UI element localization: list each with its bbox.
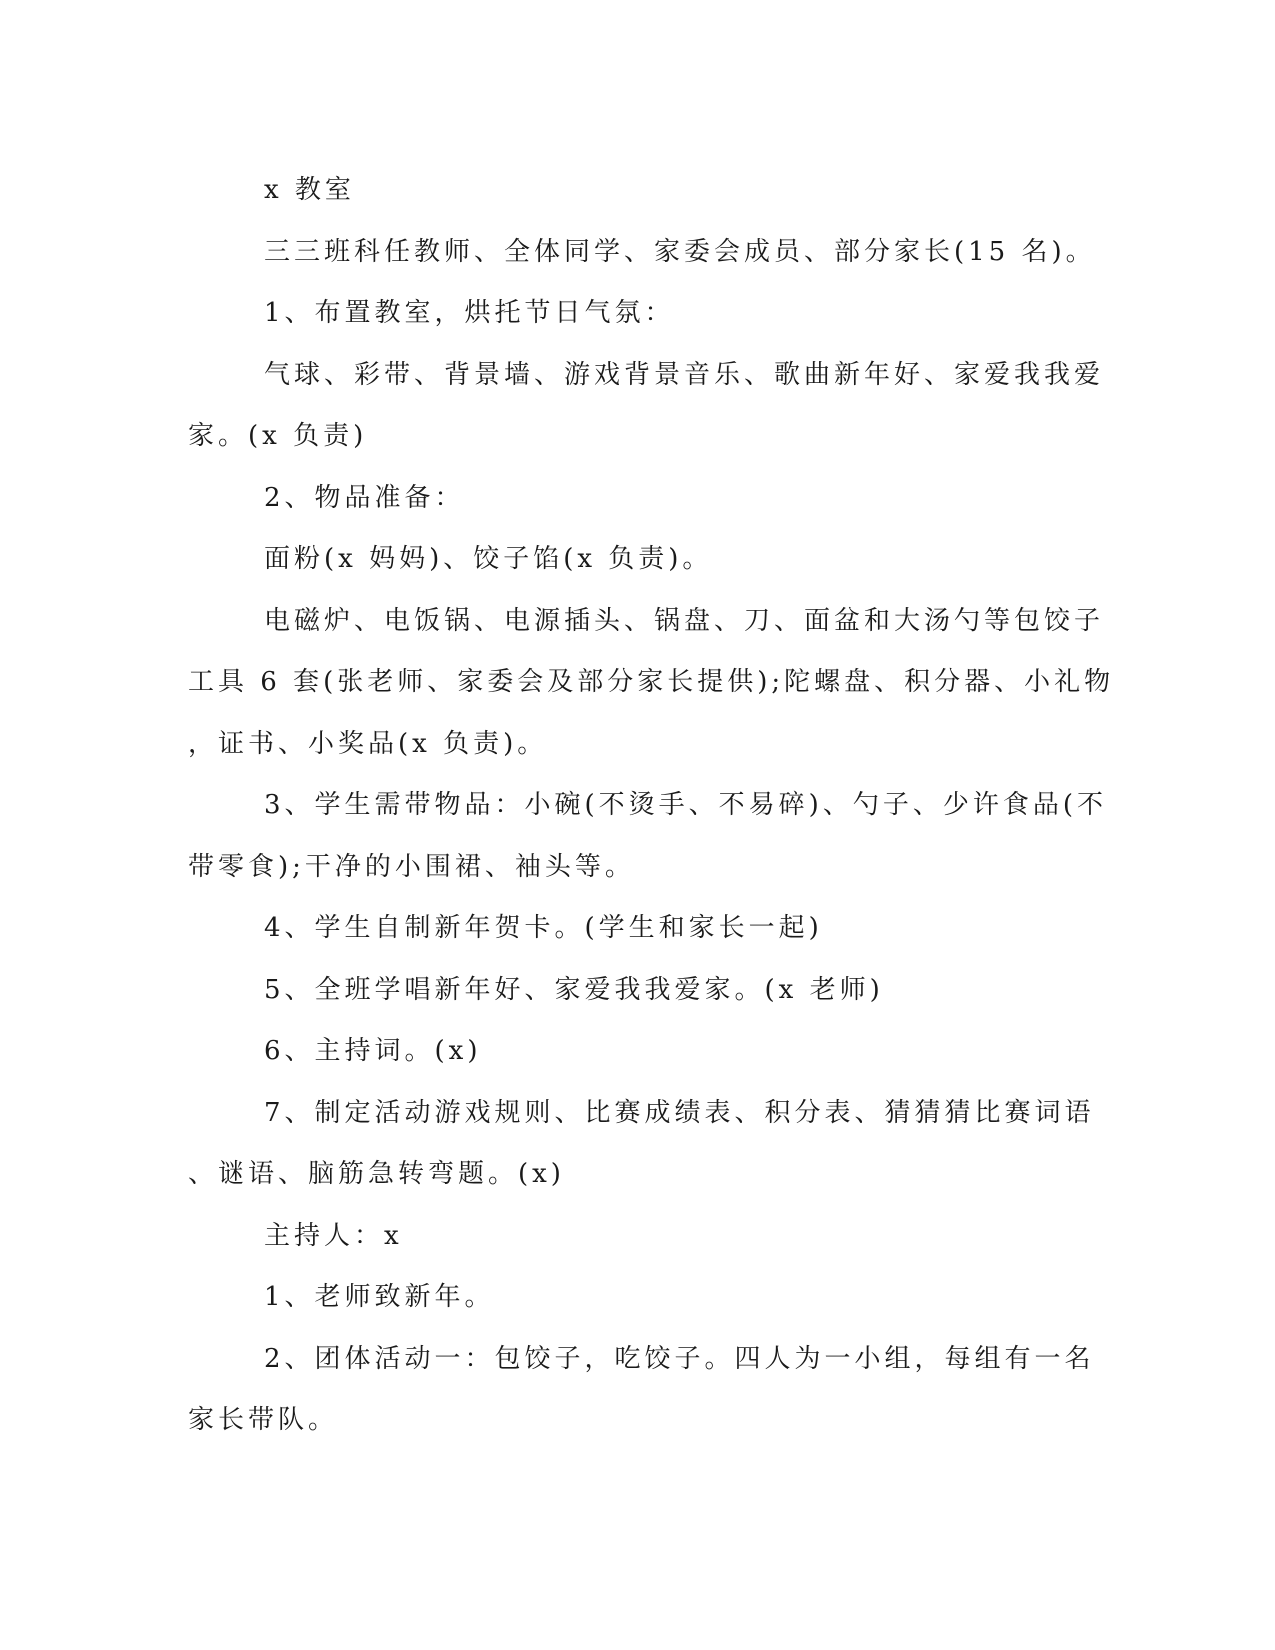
text-line: 带零食);干净的小围裙、袖头等。 — [188, 851, 635, 882]
text-line: 1、老师致新年。 — [264, 1282, 495, 1312]
text-line: 5、全班学唱新年好、家爱我我爱家。(x 老师) — [264, 974, 884, 1005]
text-line: 主持人：x — [264, 1220, 403, 1251]
text-line: 三三班科任教师、全体同学、家委会成员、部分家长(15 名)。 — [264, 236, 1096, 267]
text-line: 气球、彩带、背景墙、游戏背景音乐、歌曲新年好、家爱我我爱 — [264, 359, 1105, 390]
text-line: 2、物品准备： — [264, 482, 465, 513]
text-line: 2、团体活动一：包饺子，吃饺子。四人为一小组，每组有一名 — [264, 1343, 1095, 1374]
text-line: 电磁炉、电饭锅、电源插头、锅盘、刀、面盆和大汤勺等包饺子 — [264, 605, 1105, 636]
text-line: 3、学生需带物品：小碗(不烫手、不易碎)、勺子、少许食品(不 — [264, 790, 1107, 820]
text-line: 4、学生自制新年贺卡。(学生和家长一起) — [264, 913, 823, 943]
text-line: 面粉(x 妈妈)、饺子馅(x 负责)。 — [264, 544, 713, 574]
document-body — [188, 160, 1115, 1452]
text-line: 工具 6 套(张老师、家委会及部分家长提供);陀螺盘、积分器、小礼物 — [188, 667, 1115, 697]
text-line: 家长带队。 — [188, 1405, 339, 1435]
text-line: 、谜语、脑筋急转弯题。(x) — [188, 1159, 565, 1189]
text-line: 6、主持词。(x) — [264, 1036, 482, 1066]
text-line: 家。(x 负责) — [188, 421, 368, 451]
text-line: ，证书、小奖品(x 负责)。 — [188, 728, 548, 759]
text-line: 7、制定活动游戏规则、比赛成绩表、积分表、猜猜猜比赛词语 — [264, 1097, 1095, 1128]
text-line: x 教室 — [264, 175, 355, 205]
text-line: 1、布置教室，烘托节日气氛： — [264, 298, 675, 328]
